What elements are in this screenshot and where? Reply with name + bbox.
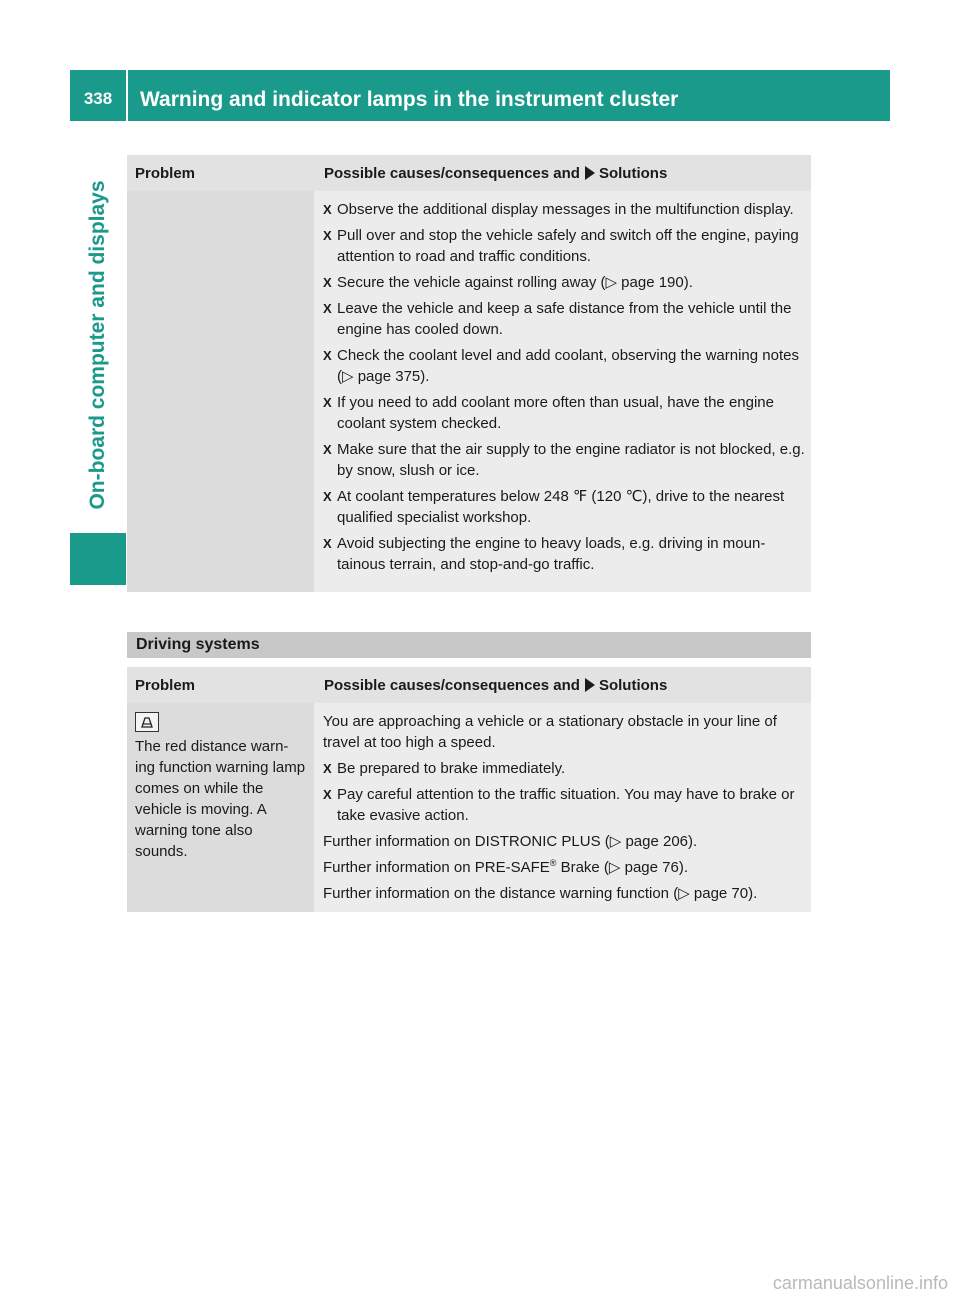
step-item (323, 199, 805, 220)
step-arrow-icon: X (323, 395, 332, 410)
overheat-table (127, 155, 811, 592)
col-solutions-label: Solutions (598, 164, 668, 182)
causes-cell (314, 703, 811, 912)
step-item (323, 758, 805, 779)
info-pre-safe (323, 857, 805, 878)
col-problem-header: Problem (135, 676, 196, 694)
action-arrow-icon (585, 678, 595, 692)
step-item (323, 392, 805, 434)
col-causes-label: Possible causes/consequences and (324, 164, 580, 182)
step-arrow-icon: X (323, 489, 332, 504)
step-item (323, 345, 805, 387)
col-causes-label: Possible causes/consequences and (324, 676, 580, 694)
step-arrow-icon: X (323, 202, 332, 217)
step-arrow-icon: X (323, 348, 332, 363)
step-item (323, 272, 805, 293)
info-pre-safe-text-2: Brake (▷ page 76). (556, 859, 689, 876)
step-text: Observe the additional display messages in the multifunction display. (337, 201, 794, 218)
table-row (127, 703, 811, 912)
causes-cell (314, 191, 811, 592)
col-causes-header (314, 165, 667, 182)
problem-text: The red distance warn-ing function warning lamp comes on while the vehicle is moving. A warning tone also sounds. (135, 738, 306, 860)
info-pre-safe-text: Further information on PRE-SAFE (323, 859, 550, 876)
step-text: At coolant temperatures below 248 ℉ (120 ℃), drive to the nearest qualified specialist workshop. (337, 488, 785, 526)
table-header (127, 155, 811, 191)
side-tab-marker (70, 533, 126, 585)
step-item (323, 439, 805, 481)
step-arrow-icon: X (323, 442, 332, 457)
side-tab-label: On-board computer and displays (86, 180, 109, 510)
step-item (323, 298, 805, 340)
page-number: 338 (83, 88, 113, 108)
page-title: Warning and indicator lamps in the instrument cluster (140, 87, 679, 111)
driving-systems-table (127, 667, 811, 912)
step-item (323, 533, 805, 575)
section-heading: Driving systems (127, 632, 811, 658)
step-item (323, 486, 805, 528)
step-text: Make sure that the air supply to the engine radiator is not blocked, e.g. by snow, slush or ice. (337, 441, 805, 479)
step-item (323, 784, 805, 826)
info-distronic: Further information on DISTRONIC PLUS (▷ page 206). (323, 833, 698, 850)
step-text: Secure the vehicle against rolling away (▷ page 190). (337, 274, 693, 291)
distance-warning-icon (135, 712, 159, 732)
step-text: Pay careful attention to the traffic situation. You may have to brake or take evasive action. (337, 786, 795, 824)
step-text: Check the coolant level and add coolant, observing the warning notes (▷ page 375). (337, 347, 799, 385)
step-text: Be prepared to brake immediately. (337, 760, 566, 777)
step-arrow-icon: X (323, 761, 332, 776)
header-divider (126, 70, 128, 121)
step-item (323, 225, 805, 267)
step-text: Avoid subjecting the engine to heavy loads, e.g. driving in moun-tainous terrain, and stop-and-go traffic. (337, 535, 766, 573)
step-arrow-icon: X (323, 275, 332, 290)
step-text: Leave the vehicle and keep a safe distance from the vehicle until the engine has cooled down. (337, 300, 792, 338)
table-row (127, 191, 811, 592)
step-arrow-icon: X (323, 228, 332, 243)
step-arrow-icon: X (323, 536, 332, 551)
step-arrow-icon: X (323, 787, 332, 802)
step-text: Pull over and stop the vehicle safely and switch off the engine, paying attention to road and traffic conditions. (337, 227, 799, 265)
table-header (127, 667, 811, 703)
col-causes-header (314, 677, 667, 694)
watermark: carmanualsonline.info (772, 1273, 948, 1293)
info-distance-warning: Further information on the distance warning function (▷ page 70). (323, 885, 758, 902)
col-solutions-label: Solutions (598, 676, 668, 694)
cause-intro: You are approaching a vehicle or a stationary obstacle in your line of travel at too high a speed. (323, 713, 777, 751)
step-arrow-icon: X (323, 301, 332, 316)
step-text: If you need to add coolant more often than usual, have the engine coolant system checked. (337, 394, 774, 432)
problem-cell (127, 703, 314, 912)
problem-cell (127, 191, 314, 592)
col-problem-header: Problem (135, 164, 196, 182)
registered-mark: ® (549, 858, 557, 868)
page-header (70, 70, 890, 121)
action-arrow-icon (585, 166, 595, 180)
